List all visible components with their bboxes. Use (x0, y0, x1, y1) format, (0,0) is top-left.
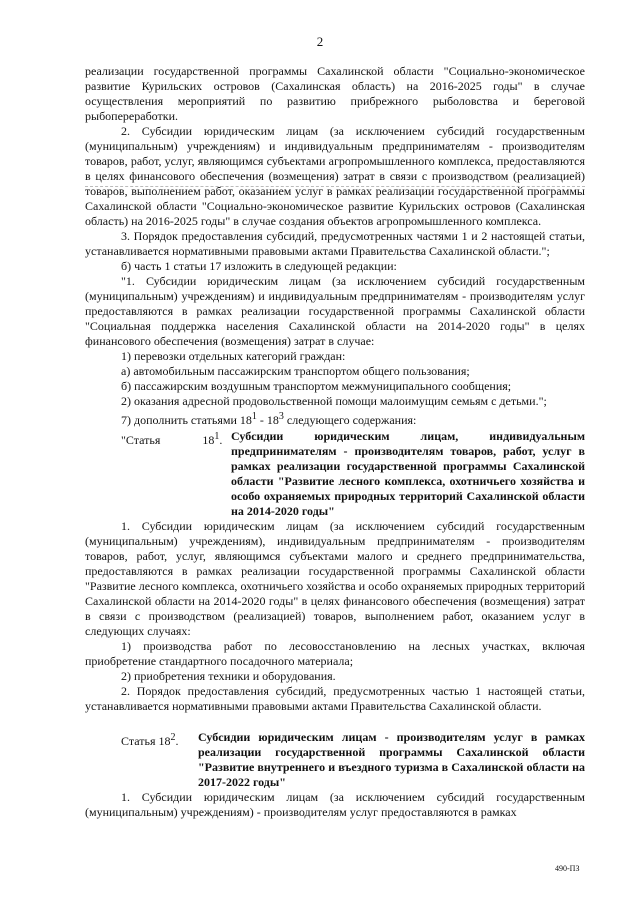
list-item: б) пассажирским воздушным транспортом межмуниципального сообщения; (121, 379, 512, 393)
article-18-2-heading (85, 730, 585, 790)
article-word: "Статья (121, 433, 161, 447)
article-label (121, 730, 198, 749)
paragraph: б) часть 1 статьи 17 изложить в следующей редакции: (121, 259, 397, 273)
superscript: 2 (170, 732, 176, 743)
page-number: 2 (316, 34, 324, 49)
article-word: Статья 18 (121, 734, 171, 748)
paragraph: реализации государственной программы Сахалинской области "Социально-экономическое развитие Курильских островов (Сахалинская область) на 2016-2025 годы" в случае осуществления мероприятий по развитию прибрежного рыболовства и береговой рыбопереработки. (85, 64, 585, 123)
document-code: 490-ПЗ (555, 864, 580, 873)
superscript: 3 (278, 411, 284, 422)
superscript: 1 (251, 411, 257, 422)
article-number: 18 (202, 433, 215, 447)
text-fragment: следующего содержания: (283, 413, 417, 427)
list-item: 2) оказания адресной продовольственной помощи малоимущим семьям с детьми."; (121, 394, 547, 408)
list-item: а) автомобильным пассажирским транспортом общего пользования; (121, 364, 470, 378)
superscript: 1 (214, 431, 220, 442)
paragraph: 3. Порядок предоставления субсидий, предусмотренных частями 1 и 2 настоящей статьи, устанавливается нормативными правовыми актами Правительства Сахалинской области."; (85, 229, 585, 258)
article-title: Субсидии юридическим лицам, индивидуальным предпринимателям - производителям товаров, работ, услуг в рамках реализации государственной программы Сахалинской области "Развитие лесного комплекса, охотничьего хозяйства и особо охраняемых природных территорий Сахалинской области на 2014-2020 годы" (231, 429, 585, 518)
paragraph: 2. Субсидии юридическим лицам (за исключением субсидий государственным (муниципальным) учреждениям) и индивидуальным предпринимателям - производителям товаров, работ, услуг, являющимся субъектами агропромышленного комплекса, предоставляются в целях финансового обеспечения (возмещения) затрат в связи с производством (реализацией) товаров, выполнением работ, оказанием услуг в рамках реализации государственной программы Сахалинской области "Социально-экономическое развитие Курильских островов (Сахалинская область) на 2016-2025 годы" в случае создания объектов агропромышленного комплекса. (85, 124, 585, 228)
paragraph: 1) производства работ по лесовосстановлению на лесных участках, включая приобретение стандартного посадочного материала; (85, 639, 585, 668)
paragraph: 1. Субсидии юридическим лицам (за исключением субсидий государственным (муниципальным) учреждениям), индивидуальным предпринимателям - производителям товаров, работ, услуг, являющимся субъектами малого и среднего предпринимательства, предоставляются в рамках реализации государственной программы Сахалинской области "Развитие лесного комплекса, охотничьего хозяйства и особо охраняемых природных территорий Сахалинской области на 2014-2020 годы" в целях финансового обеспечения (возмещения) затрат в связи с производством (реализацией) товаров, выполнением работ, оказанием услуг в следующих случаях: (85, 519, 585, 638)
text-fragment: - 18 (256, 413, 279, 427)
paragraph: 2. Порядок предоставления субсидий, предусмотренных частью 1 настоящей статьи, устанавливается нормативными правовыми актами Правительства Сахалинской области. (85, 684, 585, 713)
text-fragment: 7) дополнить статьями 18 (121, 413, 252, 427)
paragraph: "1. Субсидии юридическим лицам (за исключением субсидий государственным (муниципальным) учреждениям) и индивидуальным предпринимателям - производителям услуг предоставляются в рамках реализации государственной программы Сахалинской области "Социальная поддержка населения Сахалинской области на 2014-2020 годы" в целях финансового обеспечения (возмещения) затрат в случае: (85, 274, 585, 348)
article-dot: . (219, 433, 223, 447)
article-title: Субсидии юридическим лицам - производителям услуг в рамках реализации государственной программы Сахалинской области "Развитие внутреннего и въездного туризма в Сахалинской области на 2017-2022 годы" (198, 730, 585, 789)
document-body (85, 64, 585, 820)
article-18-1-heading (85, 429, 585, 519)
paragraph: 2) приобретения техники и оборудования. (121, 669, 336, 683)
article-label (85, 429, 231, 519)
paragraph: 1. Субсидии юридическим лицам (за исключением субсидий государственным (муниципальным) учреждениям) - производителям услуг предоставляются в рамках (85, 790, 585, 819)
list-item: 1) перевозки отдельных категорий граждан: (121, 349, 346, 363)
list-item (85, 409, 585, 428)
article-dot: . (175, 734, 179, 748)
